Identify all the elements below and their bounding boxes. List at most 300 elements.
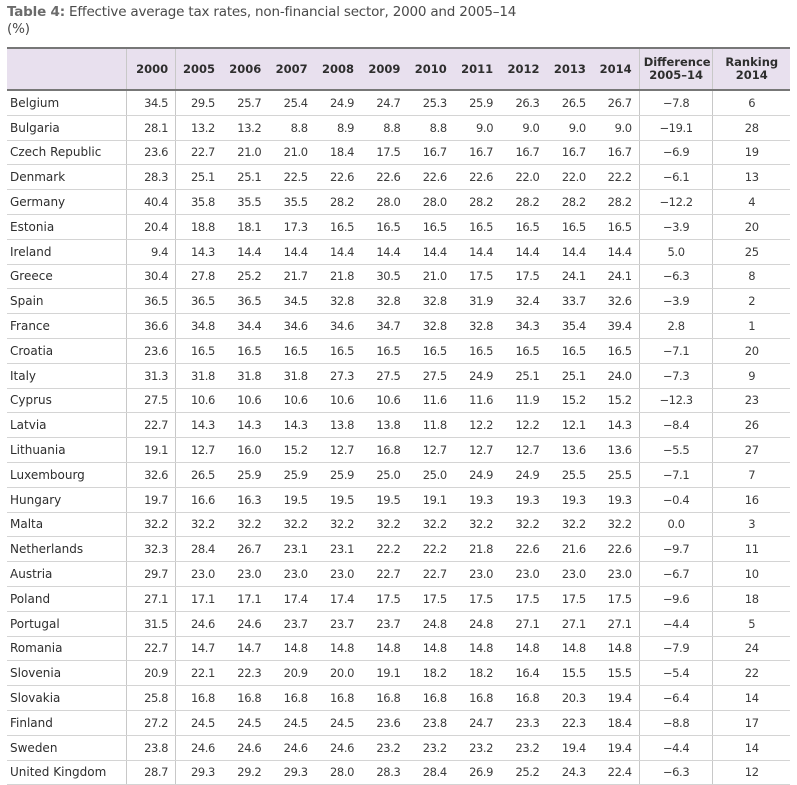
rate-cell: 16.6 xyxy=(176,487,222,512)
rate-cell: 19.1 xyxy=(126,438,176,463)
header-year: 2009 xyxy=(361,48,407,90)
rate-cell: 8.8 xyxy=(268,115,314,140)
rate-cell: 25.1 xyxy=(222,165,268,190)
rate-cell: 35.5 xyxy=(222,190,268,215)
rate-cell: 28.4 xyxy=(176,537,222,562)
rate-cell: 28.3 xyxy=(361,760,407,785)
rate-cell: 19.5 xyxy=(268,487,314,512)
rate-cell: 23.8 xyxy=(407,710,453,735)
rate-cell: 15.5 xyxy=(593,661,639,686)
rate-cell: 25.9 xyxy=(454,90,500,115)
rate-cell: 14.4 xyxy=(407,239,453,264)
rate-cell: 12.1 xyxy=(546,413,592,438)
table-row xyxy=(7,388,790,413)
rate-cell: 28.2 xyxy=(593,190,639,215)
rate-cell: 14.8 xyxy=(361,636,407,661)
rate-cell: 23.7 xyxy=(315,611,361,636)
rate-cell: 17.5 xyxy=(546,586,592,611)
difference-cell: −6.3 xyxy=(639,264,713,289)
ranking-cell: 28 xyxy=(713,115,790,140)
rate-cell: 22.7 xyxy=(176,140,222,165)
rate-cell: 20.9 xyxy=(268,661,314,686)
rate-cell: 8.9 xyxy=(315,115,361,140)
rate-cell: 23.6 xyxy=(361,710,407,735)
rate-cell: 11.6 xyxy=(407,388,453,413)
rate-cell: 14.4 xyxy=(454,239,500,264)
table-row xyxy=(7,314,790,339)
rate-cell: 16.0 xyxy=(222,438,268,463)
rate-cell: 24.7 xyxy=(454,710,500,735)
rate-cell: 27.1 xyxy=(500,611,546,636)
rate-cell: 32.2 xyxy=(126,512,176,537)
country-name: Cyprus xyxy=(7,388,126,413)
table-row xyxy=(7,636,790,661)
ranking-cell: 23 xyxy=(713,388,790,413)
rate-cell: 21.0 xyxy=(407,264,453,289)
rate-cell: 26.7 xyxy=(222,537,268,562)
rate-cell: 28.0 xyxy=(361,190,407,215)
rate-cell: 21.8 xyxy=(454,537,500,562)
ranking-cell: 9 xyxy=(713,363,790,388)
country-name: Portugal xyxy=(7,611,126,636)
ranking-cell: 3 xyxy=(713,512,790,537)
rate-cell: 20.4 xyxy=(126,214,176,239)
difference-cell: −7.1 xyxy=(639,338,713,363)
rate-cell: 21.0 xyxy=(268,140,314,165)
rate-cell: 24.6 xyxy=(176,735,222,760)
rate-cell: 24.6 xyxy=(222,735,268,760)
rate-cell: 16.5 xyxy=(315,338,361,363)
rate-cell: 19.3 xyxy=(500,487,546,512)
rate-cell: 17.5 xyxy=(500,586,546,611)
rate-cell: 31.8 xyxy=(176,363,222,388)
rate-cell: 16.7 xyxy=(500,140,546,165)
rate-cell: 35.5 xyxy=(268,190,314,215)
rate-cell: 16.8 xyxy=(176,686,222,711)
difference-cell: −9.7 xyxy=(639,537,713,562)
table-row xyxy=(7,661,790,686)
header-row xyxy=(7,48,790,90)
country-name: Belgium xyxy=(7,90,126,115)
ranking-cell: 12 xyxy=(713,760,790,785)
rate-cell: 24.8 xyxy=(454,611,500,636)
rate-cell: 12.7 xyxy=(500,438,546,463)
rate-cell: 21.6 xyxy=(546,537,592,562)
rate-cell: 23.0 xyxy=(176,562,222,587)
country-name: Spain xyxy=(7,289,126,314)
table-unit: (%) xyxy=(7,21,30,37)
rate-cell: 24.3 xyxy=(546,760,592,785)
country-name: France xyxy=(7,314,126,339)
table-row xyxy=(7,537,790,562)
rate-cell: 28.2 xyxy=(315,190,361,215)
rate-cell: 16.8 xyxy=(500,686,546,711)
rate-cell: 32.2 xyxy=(454,512,500,537)
rate-cell: 14.3 xyxy=(176,239,222,264)
rate-cell: 10.6 xyxy=(222,388,268,413)
rate-cell: 16.8 xyxy=(315,686,361,711)
ranking-cell: 6 xyxy=(713,90,790,115)
rate-cell: 22.2 xyxy=(361,537,407,562)
rate-cell: 16.5 xyxy=(407,338,453,363)
rate-cell: 16.8 xyxy=(361,686,407,711)
rate-cell: 22.6 xyxy=(315,165,361,190)
rate-cell: 16.8 xyxy=(407,686,453,711)
rate-cell: 32.8 xyxy=(454,314,500,339)
rate-cell: 34.4 xyxy=(222,314,268,339)
rate-cell: 25.8 xyxy=(126,686,176,711)
rate-cell: 25.5 xyxy=(593,462,639,487)
rate-cell: 36.5 xyxy=(222,289,268,314)
rate-cell: 13.8 xyxy=(361,413,407,438)
rate-cell: 16.7 xyxy=(593,140,639,165)
rate-cell: 27.8 xyxy=(176,264,222,289)
rate-cell: 28.2 xyxy=(454,190,500,215)
difference-cell: −7.1 xyxy=(639,462,713,487)
difference-cell: −4.4 xyxy=(639,735,713,760)
rate-cell: 14.4 xyxy=(593,239,639,264)
rate-cell: 34.5 xyxy=(268,289,314,314)
country-name: Bulgaria xyxy=(7,115,126,140)
rate-cell: 11.9 xyxy=(500,388,546,413)
header-year: 2006 xyxy=(222,48,268,90)
difference-cell: −7.3 xyxy=(639,363,713,388)
header-year: 2011 xyxy=(454,48,500,90)
rate-cell: 18.1 xyxy=(222,214,268,239)
difference-cell: −5.4 xyxy=(639,661,713,686)
rate-cell: 9.0 xyxy=(500,115,546,140)
rate-cell: 16.5 xyxy=(546,338,592,363)
rate-cell: 20.0 xyxy=(315,661,361,686)
rate-cell: 14.8 xyxy=(546,636,592,661)
rate-cell: 23.1 xyxy=(268,537,314,562)
rate-cell: 14.7 xyxy=(176,636,222,661)
rate-cell: 22.2 xyxy=(593,165,639,190)
rate-cell: 17.5 xyxy=(454,586,500,611)
rate-cell: 14.4 xyxy=(546,239,592,264)
rate-cell: 23.6 xyxy=(126,338,176,363)
rate-cell: 25.0 xyxy=(407,462,453,487)
rate-cell: 19.5 xyxy=(315,487,361,512)
table-body xyxy=(7,90,790,785)
ranking-cell: 20 xyxy=(713,338,790,363)
rate-cell: 22.0 xyxy=(500,165,546,190)
rate-cell: 25.1 xyxy=(500,363,546,388)
rate-cell: 16.5 xyxy=(454,338,500,363)
rate-cell: 18.2 xyxy=(407,661,453,686)
table-row xyxy=(7,90,790,115)
ranking-cell: 2 xyxy=(713,289,790,314)
rate-cell: 25.3 xyxy=(407,90,453,115)
rate-cell: 22.6 xyxy=(500,537,546,562)
rate-cell: 26.5 xyxy=(546,90,592,115)
rate-cell: 20.3 xyxy=(546,686,592,711)
rate-cell: 34.5 xyxy=(126,90,176,115)
difference-cell: −12.2 xyxy=(639,190,713,215)
rate-cell: 31.3 xyxy=(126,363,176,388)
rate-cell: 23.7 xyxy=(361,611,407,636)
rate-cell: 13.2 xyxy=(176,115,222,140)
rate-cell: 23.0 xyxy=(500,562,546,587)
rate-cell: 14.3 xyxy=(222,413,268,438)
rate-cell: 28.7 xyxy=(126,760,176,785)
rate-cell: 32.2 xyxy=(546,512,592,537)
rate-cell: 15.5 xyxy=(546,661,592,686)
country-name: Germany xyxy=(7,190,126,215)
country-name: Denmark xyxy=(7,165,126,190)
rate-cell: 23.0 xyxy=(222,562,268,587)
rate-cell: 19.4 xyxy=(593,686,639,711)
rate-cell: 25.5 xyxy=(546,462,592,487)
table-row xyxy=(7,487,790,512)
rate-cell: 27.5 xyxy=(361,363,407,388)
table-row xyxy=(7,512,790,537)
rate-cell: 14.4 xyxy=(315,239,361,264)
country-name: Netherlands xyxy=(7,537,126,562)
rate-cell: 17.4 xyxy=(268,586,314,611)
difference-cell: −6.3 xyxy=(639,760,713,785)
rate-cell: 14.3 xyxy=(593,413,639,438)
rate-cell: 12.2 xyxy=(454,413,500,438)
table-row xyxy=(7,165,790,190)
rate-cell: 16.5 xyxy=(222,338,268,363)
header-difference-line1: Difference xyxy=(643,55,711,69)
rate-cell: 17.3 xyxy=(268,214,314,239)
rate-cell: 22.3 xyxy=(546,710,592,735)
table-row xyxy=(7,438,790,463)
rate-cell: 14.4 xyxy=(268,239,314,264)
country-name: United Kingdom xyxy=(7,760,126,785)
rate-cell: 32.8 xyxy=(407,289,453,314)
difference-cell: −0.4 xyxy=(639,487,713,512)
rate-cell: 18.4 xyxy=(593,710,639,735)
rate-cell: 27.1 xyxy=(546,611,592,636)
rate-cell: 25.9 xyxy=(315,462,361,487)
table-caption xyxy=(7,4,567,38)
rate-cell: 17.5 xyxy=(361,140,407,165)
ranking-cell: 11 xyxy=(713,537,790,562)
country-name: Croatia xyxy=(7,338,126,363)
ranking-cell: 14 xyxy=(713,735,790,760)
header-year: 2013 xyxy=(546,48,592,90)
rate-cell: 24.6 xyxy=(176,611,222,636)
rate-cell: 16.5 xyxy=(500,214,546,239)
table-row xyxy=(7,611,790,636)
rate-cell: 19.1 xyxy=(407,487,453,512)
table-row xyxy=(7,686,790,711)
rate-cell: 36.5 xyxy=(126,289,176,314)
ranking-cell: 24 xyxy=(713,636,790,661)
rate-cell: 12.7 xyxy=(407,438,453,463)
rate-cell: 22.3 xyxy=(222,661,268,686)
rate-cell: 16.8 xyxy=(361,438,407,463)
rate-cell: 27.3 xyxy=(315,363,361,388)
country-name: Latvia xyxy=(7,413,126,438)
rate-cell: 15.2 xyxy=(546,388,592,413)
header-difference-line2: 2005–14 xyxy=(649,68,703,82)
rate-cell: 16.7 xyxy=(454,140,500,165)
country-name: Hungary xyxy=(7,487,126,512)
rate-cell: 26.7 xyxy=(593,90,639,115)
rate-cell: 24.1 xyxy=(546,264,592,289)
rate-cell: 24.6 xyxy=(222,611,268,636)
ranking-cell: 1 xyxy=(713,314,790,339)
table-row xyxy=(7,462,790,487)
rate-cell: 35.4 xyxy=(546,314,592,339)
rate-cell: 39.4 xyxy=(593,314,639,339)
country-name: Romania xyxy=(7,636,126,661)
rate-cell: 18.4 xyxy=(315,140,361,165)
header-ranking-line2: 2014 xyxy=(735,68,768,82)
rate-cell: 16.7 xyxy=(546,140,592,165)
rate-cell: 22.0 xyxy=(546,165,592,190)
rate-cell: 13.8 xyxy=(315,413,361,438)
rate-cell: 34.6 xyxy=(268,314,314,339)
rate-cell: 23.0 xyxy=(593,562,639,587)
rate-cell: 12.2 xyxy=(500,413,546,438)
rate-cell: 16.5 xyxy=(593,338,639,363)
rate-cell: 28.0 xyxy=(315,760,361,785)
rate-cell: 24.0 xyxy=(593,363,639,388)
table-row xyxy=(7,760,790,785)
rate-cell: 10.6 xyxy=(268,388,314,413)
header-year: 2000 xyxy=(126,48,176,90)
table-row xyxy=(7,140,790,165)
rate-cell: 17.5 xyxy=(593,586,639,611)
rate-cell: 23.0 xyxy=(454,562,500,587)
rate-cell: 19.4 xyxy=(593,735,639,760)
rate-cell: 13.2 xyxy=(222,115,268,140)
rate-cell: 12.7 xyxy=(454,438,500,463)
country-name: Estonia xyxy=(7,214,126,239)
rate-cell: 22.5 xyxy=(268,165,314,190)
country-name: Austria xyxy=(7,562,126,587)
header-ranking xyxy=(713,48,790,90)
rate-cell: 22.7 xyxy=(407,562,453,587)
difference-cell: −7.9 xyxy=(639,636,713,661)
difference-cell: −8.4 xyxy=(639,413,713,438)
rate-cell: 9.0 xyxy=(593,115,639,140)
rate-cell: 16.7 xyxy=(407,140,453,165)
rate-cell: 25.9 xyxy=(268,462,314,487)
rate-cell: 11.6 xyxy=(454,388,500,413)
rate-cell: 32.2 xyxy=(222,512,268,537)
rate-cell: 26.5 xyxy=(176,462,222,487)
rate-cell: 15.2 xyxy=(593,388,639,413)
rate-cell: 25.1 xyxy=(176,165,222,190)
rate-cell: 23.8 xyxy=(126,735,176,760)
ranking-cell: 25 xyxy=(713,239,790,264)
rate-cell: 40.4 xyxy=(126,190,176,215)
rate-cell: 22.1 xyxy=(176,661,222,686)
rate-cell: 23.0 xyxy=(546,562,592,587)
rate-cell: 32.2 xyxy=(268,512,314,537)
rate-cell: 24.9 xyxy=(454,363,500,388)
rate-cell: 29.5 xyxy=(176,90,222,115)
difference-cell: 2.8 xyxy=(639,314,713,339)
rate-cell: 24.5 xyxy=(315,710,361,735)
rate-cell: 34.7 xyxy=(361,314,407,339)
header-year: 2010 xyxy=(407,48,453,90)
rate-cell: 16.5 xyxy=(176,338,222,363)
difference-cell: −7.8 xyxy=(639,90,713,115)
rate-cell: 25.4 xyxy=(268,90,314,115)
rate-cell: 13.6 xyxy=(593,438,639,463)
rate-cell: 14.4 xyxy=(500,239,546,264)
rate-cell: 16.4 xyxy=(500,661,546,686)
country-name: Poland xyxy=(7,586,126,611)
ranking-cell: 20 xyxy=(713,214,790,239)
table-row xyxy=(7,363,790,388)
rate-cell: 25.9 xyxy=(222,462,268,487)
rate-cell: 32.2 xyxy=(315,512,361,537)
rate-cell: 32.8 xyxy=(361,289,407,314)
rate-cell: 17.5 xyxy=(500,264,546,289)
country-name: Czech Republic xyxy=(7,140,126,165)
table-row xyxy=(7,562,790,587)
rate-cell: 23.1 xyxy=(315,537,361,562)
rate-cell: 17.5 xyxy=(407,586,453,611)
rate-cell: 31.8 xyxy=(222,363,268,388)
rate-cell: 17.1 xyxy=(222,586,268,611)
header-ranking-line1: Ranking xyxy=(725,55,779,69)
rate-cell: 10.6 xyxy=(361,388,407,413)
ranking-cell: 17 xyxy=(713,710,790,735)
rate-cell: 24.5 xyxy=(268,710,314,735)
rate-cell: 21.7 xyxy=(268,264,314,289)
difference-cell: −4.4 xyxy=(639,611,713,636)
rate-cell: 31.9 xyxy=(454,289,500,314)
rate-cell: 16.5 xyxy=(546,214,592,239)
rate-cell: 14.8 xyxy=(315,636,361,661)
rate-cell: 34.8 xyxy=(176,314,222,339)
table-title: Effective average tax rates, non-financial sector, 2000 and 2005–14 xyxy=(69,4,517,20)
rate-cell: 17.5 xyxy=(361,586,407,611)
table-row xyxy=(7,413,790,438)
rate-cell: 14.8 xyxy=(407,636,453,661)
ranking-cell: 16 xyxy=(713,487,790,512)
rate-cell: 22.6 xyxy=(361,165,407,190)
country-name: Greece xyxy=(7,264,126,289)
rate-cell: 18.8 xyxy=(176,214,222,239)
rate-cell: 32.6 xyxy=(593,289,639,314)
difference-cell: −8.8 xyxy=(639,710,713,735)
rate-cell: 11.8 xyxy=(407,413,453,438)
header-difference xyxy=(639,48,713,90)
rate-cell: 22.7 xyxy=(126,413,176,438)
difference-cell: −9.6 xyxy=(639,586,713,611)
difference-cell: 5.0 xyxy=(639,239,713,264)
rate-cell: 23.0 xyxy=(268,562,314,587)
ranking-cell: 10 xyxy=(713,562,790,587)
difference-cell: −12.3 xyxy=(639,388,713,413)
rate-cell: 23.6 xyxy=(126,140,176,165)
table-row xyxy=(7,214,790,239)
rate-cell: 24.5 xyxy=(176,710,222,735)
rate-cell: 16.5 xyxy=(361,338,407,363)
rate-cell: 32.2 xyxy=(500,512,546,537)
table-row xyxy=(7,586,790,611)
ranking-cell: 18 xyxy=(713,586,790,611)
rate-cell: 10.6 xyxy=(315,388,361,413)
rate-cell: 23.3 xyxy=(500,710,546,735)
ranking-cell: 13 xyxy=(713,165,790,190)
rate-cell: 22.6 xyxy=(593,537,639,562)
rate-cell: 30.4 xyxy=(126,264,176,289)
difference-cell: 0.0 xyxy=(639,512,713,537)
country-name: Sweden xyxy=(7,735,126,760)
rate-cell: 28.2 xyxy=(546,190,592,215)
